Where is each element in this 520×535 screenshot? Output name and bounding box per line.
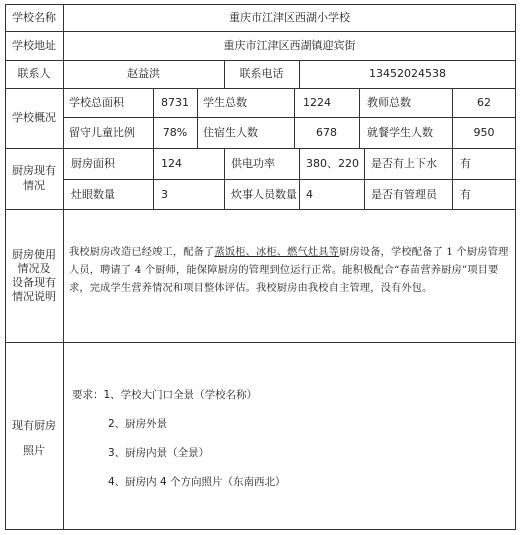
phone-value: 13452024538	[369, 67, 446, 80]
phone-label: 联系电话	[239, 67, 284, 80]
kitchen-cell-label: 炊事人员数量	[231, 188, 297, 201]
kitchen-cell-value: 有	[460, 188, 471, 201]
overview-cell-value: 78%	[162, 126, 188, 139]
overview-cell-label: 留守儿童比例	[69, 126, 135, 139]
kitchen-cell-label: 是否有管理员	[371, 188, 437, 201]
school-kitchen-form	[5, 4, 516, 530]
usage-label-line: 情况及	[17, 262, 51, 275]
usage-label-line: 设备现有	[12, 276, 56, 289]
usage-text-before: 我校厨房改造已经竣工，配备了	[69, 247, 215, 258]
overview-cell-value: 678	[316, 126, 337, 139]
photos-label-line2: 照片	[23, 444, 45, 457]
photo-requirement-3: 3、厨房内景（全景）	[108, 447, 210, 459]
overview-cell-label: 学生总数	[203, 96, 247, 109]
usage-text-after: 厨房设备，学校配备了 1 个厨房管理人员，聘请了 4 个厨师，能保障厨房的管理到位运行正常。能积极配合“春苗营养厨房”项目要求，完成学生营养情况和项目整体评估。我校厨房由我校自主管理，没有外包。	[69, 247, 509, 294]
usage-label-line: 情况说明	[12, 290, 56, 303]
school-address-label: 学校地址	[12, 39, 56, 52]
overview-cell-label: 学校总面积	[69, 96, 124, 109]
school-name-label: 学校名称	[12, 11, 56, 24]
kitchen-cell-value: 380、220	[306, 157, 359, 170]
kitchen-cell-label: 灶眼数量	[71, 188, 115, 201]
photo-requirement-4: 4、厨房内 4 个方向照片（东南西北）	[108, 476, 286, 488]
kitchen-cell-value: 124	[161, 157, 182, 170]
contact-value: 赵益洪	[127, 67, 160, 80]
kitchen-cell-label: 厨房面积	[71, 157, 115, 170]
photos-label-line1: 现有厨房	[12, 419, 56, 432]
usage-label-line: 厨房使用	[12, 248, 56, 261]
photo-requirement-1: 要求：1、学校大门口全景（学校名称）	[72, 389, 258, 401]
school-address-value: 重庆市江津区西湖镇迎宾街	[223, 39, 356, 52]
overview-cell-value: 8731	[161, 96, 189, 109]
usage-text-underlined: 蒸饭柜、冰柜、燃气灶具等	[214, 247, 340, 258]
overview-cell-value: 62	[477, 96, 491, 109]
overview-cell-label: 就餐学生人数	[367, 126, 433, 139]
contact-label: 联系人	[17, 67, 51, 80]
kitchen-cell-label: 供电功率	[231, 157, 275, 170]
school-name-value: 重庆市江津区西湖小学校	[229, 11, 350, 24]
overview-cell-label: 教师总数	[367, 96, 411, 109]
overview-cell-value: 1224	[303, 96, 331, 109]
overview-cell-label: 住宿生人数	[203, 126, 258, 139]
photo-requirement-2: 2、厨房外景	[108, 418, 168, 430]
kitchen-cell-value: 4	[306, 188, 313, 201]
kitchen-label-line1: 厨房现有	[12, 164, 56, 177]
overview-label: 学校概况	[12, 111, 56, 124]
usage-description	[69, 244, 511, 298]
kitchen-label-line2: 情况	[23, 179, 45, 192]
kitchen-cell-label: 是否有上下水	[371, 157, 437, 170]
overview-cell-value: 950	[473, 126, 495, 139]
kitchen-cell-value: 3	[161, 188, 168, 201]
kitchen-cell-value: 有	[460, 157, 471, 170]
